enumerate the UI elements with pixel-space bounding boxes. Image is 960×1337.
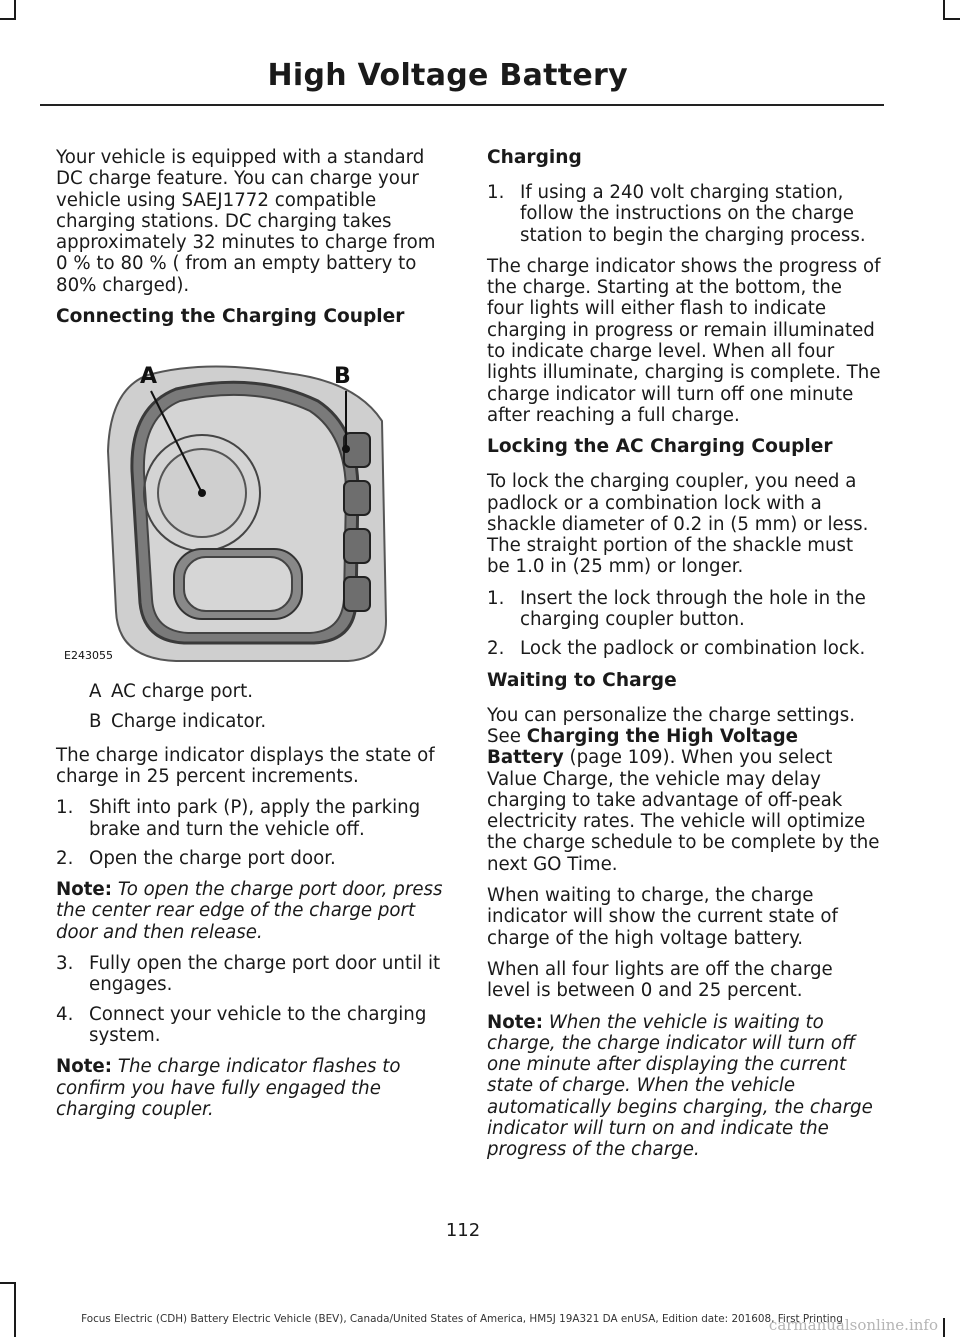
right-column xyxy=(487,147,881,1171)
crop-mark xyxy=(943,1318,945,1337)
steps-list xyxy=(56,953,448,1046)
step-text: Insert the lock through the hole in the charging coupler button. xyxy=(520,587,866,631)
legend-row xyxy=(56,711,448,732)
progress-paragraph: The charge indicator shows the progress of the charge. Starting at the bottom, the four lights will either flash to indicate charging in progress or remain illuminated to indicate charge level. When all four lights illuminate, charging is complete. The charge indicator will turn off one minute after reaching a full charge. xyxy=(487,255,881,426)
section-heading-charging: Charging xyxy=(487,147,582,168)
legend-text: AC charge port. xyxy=(111,681,254,703)
step-text: Connect your vehicle to the charging system. xyxy=(89,1003,427,1046)
note-text: The charge indicator flashes to confirm you have fully engaged the charging coupler. xyxy=(56,1056,401,1120)
step-number: 1. xyxy=(487,182,505,203)
section-heading-waiting: Waiting to Charge xyxy=(487,669,677,691)
callout-b: B xyxy=(334,364,351,390)
header-rule xyxy=(40,104,884,106)
crop-mark xyxy=(943,0,945,20)
note-label: Note: xyxy=(56,879,113,901)
figure-code: E243055 xyxy=(64,649,113,663)
note-text: To open the charge port door, press the center rear edge of the charge port door and then release. xyxy=(56,879,443,943)
step-number: 1. xyxy=(56,797,74,819)
step-number: 2. xyxy=(56,847,74,869)
intro-paragraph: Your vehicle is equipped with a standard DC charge feature. You can charge your vehicle using SAEJ1772 compatible charging stations. DC charging takes approximately 32 minutes to charge from 0 % to 80 % ( from an empty battery to 80% charged). xyxy=(56,147,436,296)
list-item xyxy=(487,638,881,659)
note-text: When the vehicle is waiting to charge, the charge indicator will turn off one minute after displaying the current state of charge. When the vehicle automatically begins charging, the charge indicator will turn on and indicate the progress of the charge. xyxy=(487,1011,873,1161)
note xyxy=(56,879,448,943)
step-number: 1. xyxy=(487,587,505,609)
steps-list xyxy=(487,182,881,246)
list-item xyxy=(56,953,448,996)
text: (page 109). When you select Value Charge, the vehicle may delay charging to take advantage of off-peak electricity rates. The vehicle will optimize the charge schedule to be complete by the next GO Time. xyxy=(487,747,880,875)
page-number: 112 xyxy=(445,1220,481,1241)
step-text: Fully open the charge port door until it engages. xyxy=(89,953,441,996)
step-text: Shift into park (P), apply the parking brake and turn the vehicle off. xyxy=(89,797,421,840)
waiting-paragraph-3: When all four lights are off the charge level is between 0 and 25 percent. xyxy=(487,958,833,1002)
text: You can personalize the charge settings. See xyxy=(487,704,855,747)
note xyxy=(56,1056,448,1120)
legend-key: B xyxy=(89,711,102,733)
lock-paragraph: To lock the charging coupler, you need a padlock or a combination lock with a shackle diameter of 0.2 in (5 mm) or less. The straight portion of the shackle must be 1.0 in (25 mm) or longer. xyxy=(487,471,869,578)
section-heading-connecting: Connecting the Charging Coupler xyxy=(56,306,405,328)
crop-mark xyxy=(943,18,960,20)
steps-list xyxy=(56,797,448,869)
crop-mark xyxy=(0,18,16,20)
footer-text: Focus Electric (CDH) Battery Electric Vehicle (BEV), Canada/United States of America, HM5J 19A321 DA enUSA, Edition date: 201608, First Printing xyxy=(81,1313,843,1325)
step-number: 4. xyxy=(56,1003,74,1025)
step-text: If using a 240 volt charging station, follow the instructions on the charge station to begin the charging process. xyxy=(520,182,866,246)
state-of-charge-paragraph: The charge indicator displays the state of charge in 25 percent increments. xyxy=(56,744,435,787)
crop-mark xyxy=(14,0,16,20)
list-item xyxy=(56,797,448,840)
callout-a: A xyxy=(140,364,158,390)
note-label: Note: xyxy=(487,1011,544,1033)
charge-port-illustration xyxy=(56,341,448,669)
crop-mark xyxy=(0,1282,16,1284)
waiting-paragraph xyxy=(487,705,881,875)
list-item xyxy=(56,1004,448,1047)
figure-legend xyxy=(56,681,448,733)
step-text: Open the charge port door. xyxy=(89,847,336,869)
note-label: Note: xyxy=(56,1056,113,1078)
legend-key: A xyxy=(89,681,102,703)
legend-text: Charge indicator. xyxy=(111,711,267,733)
steps-list xyxy=(487,588,881,660)
cross-reference-link[interactable]: Charging the High Voltage Battery xyxy=(487,725,799,769)
step-number: 2. xyxy=(487,638,505,660)
legend-row xyxy=(56,681,448,702)
list-item xyxy=(487,588,881,631)
page-title: High Voltage Battery xyxy=(267,58,628,93)
step-number: 3. xyxy=(56,953,74,975)
list-item xyxy=(56,848,448,869)
crop-mark xyxy=(14,1282,16,1337)
step-text: Lock the padlock or combination lock. xyxy=(520,638,866,660)
charge-port-figure xyxy=(56,341,448,669)
waiting-paragraph-2: When waiting to charge, the charge indicator will show the current state of charge of the high voltage battery. xyxy=(487,885,838,949)
note xyxy=(487,1012,881,1161)
list-item xyxy=(487,182,881,246)
watermark: carmanualsonline.info xyxy=(768,1316,938,1334)
left-column xyxy=(56,147,448,1130)
section-heading-locking: Locking the AC Charging Coupler xyxy=(487,436,833,458)
